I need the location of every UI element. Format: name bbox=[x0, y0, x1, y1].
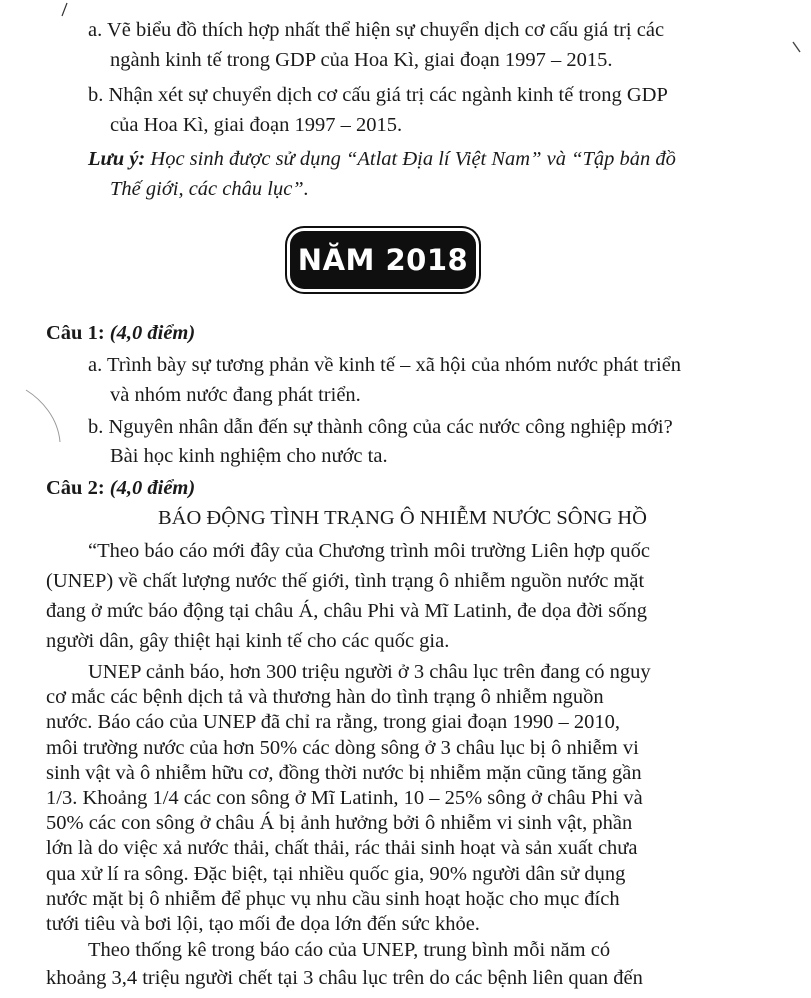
intro-b-line2: của Hoa Kì, giai đoạn 1997 – 2015. bbox=[110, 114, 403, 136]
cau1-label: Câu 1: bbox=[46, 322, 105, 344]
p2-line: nước. Báo cáo của UNEP đã chỉ ra rằng, trong giai đoạn 1990 – 2010, bbox=[46, 711, 620, 734]
cau1-a-line1: a. Trình bày sự tương phản về kinh tế – xã hội của nhóm nước phát triển bbox=[88, 354, 682, 376]
scan-mark-left bbox=[24, 388, 64, 448]
cau1-b-line1: b. Nguyên nhân dẫn đến sự thành công của các nước công nghiệp mới? bbox=[88, 416, 673, 438]
intro-a-line1: a. Vẽ biểu đồ thích hợp nhất thể hiện sự chuyển dịch cơ cấu giá trị các bbox=[88, 19, 665, 41]
year-badge bbox=[290, 231, 476, 289]
note-label: Lưu ý: bbox=[88, 148, 146, 170]
year-badge-text: NĂM 2018 bbox=[297, 243, 469, 277]
p2-line: 1/3. Khoảng 1/4 các con sông ở Mĩ Latinh, 10 – 25% sông ở châu Phi và bbox=[46, 787, 643, 809]
p2-line: UNEP cảnh báo, hơn 300 triệu người ở 3 châu lục trên đang có nguy bbox=[88, 661, 651, 683]
p3-line: Theo thống kê trong báo cáo của UNEP, trung bình mỗi năm có bbox=[88, 939, 611, 961]
p1-line: đang ở mức báo động tại châu Á, châu Phi và Mĩ Latinh, đe dọa đời sống bbox=[46, 600, 647, 622]
cau1-heading bbox=[46, 323, 195, 344]
p2-line: tưới tiêu và bơi lội, tạo mối đe dọa lớn đến sức khỏe. bbox=[46, 913, 480, 935]
p1-line: người dân, gây thiệt hại kinh tế cho các quốc gia. bbox=[46, 630, 450, 652]
cau2-heading bbox=[46, 478, 195, 499]
note-text: Học sinh được sử dụng “Atlat Địa lí Việt Nam” và “Tập bản đồ bbox=[150, 148, 676, 170]
p2-line: môi trường nước của hơn 50% các dòng sông ở 3 châu lục bị ô nhiễm vi bbox=[46, 736, 639, 759]
cau2-article-title: BÁO ĐỘNG TÌNH TRẠNG Ô NHIỄM NƯỚC SÔNG HỒ bbox=[158, 507, 647, 529]
intro-note-line2: Thế giới, các châu lục”. bbox=[110, 178, 309, 200]
scan-mark-top bbox=[58, 2, 70, 18]
cau2-points: (4,0 điểm) bbox=[109, 477, 196, 499]
p2-line: 50% các con sông ở châu Á bị ảnh hưởng bởi ô nhiễm vi sinh vật, phần bbox=[46, 812, 633, 835]
cau1-points: (4,0 điểm) bbox=[109, 322, 196, 344]
intro-b-line1: b. Nhận xét sự chuyển dịch cơ cấu giá trị các ngành kinh tế trong GDP bbox=[88, 84, 668, 106]
p2-line: sinh vật và ô nhiễm hữu cơ, đồng thời nước bị nhiễm mặn cũng tăng gần bbox=[46, 761, 642, 784]
p1-line: (UNEP) về chất lượng nước thế giới, tình trạng ô nhiễm nguồn nước mặt bbox=[46, 570, 645, 592]
intro-note-line1 bbox=[88, 149, 676, 170]
cau1-a-line2: và nhóm nước đang phát triển. bbox=[110, 384, 361, 406]
intro-a-line2: ngành kinh tế trong GDP của Hoa Kì, giai đoạn 1997 – 2015. bbox=[110, 49, 613, 71]
p3-line: khoảng 3,4 triệu người chết tại 3 châu lục trên do các bệnh liên quan đến bbox=[46, 967, 643, 989]
cau2-label: Câu 2: bbox=[46, 477, 105, 499]
p2-line: lớn là do việc xả nước thải, chất thải, rác thải sinh hoạt và sản xuất chưa bbox=[46, 837, 638, 860]
scan-mark-right bbox=[790, 40, 804, 54]
p1-line: “Theo báo cáo mới đây của Chương trình môi trường Liên hợp quốc bbox=[88, 540, 651, 562]
cau1-b-line2: Bài học kinh nghiệm cho nước ta. bbox=[110, 445, 388, 467]
p2-line: cơ mắc các bệnh dịch tả và thương hàn do tình trạng ô nhiễm nguồn bbox=[46, 686, 604, 709]
p2-line: qua xử lí ra sông. Đặc biệt, tại nhiều quốc gia, 90% người dân sử dụng bbox=[46, 862, 626, 885]
p2-line: nước mặt bị ô nhiễm để phục vụ nhu cầu sinh hoạt hoặc cho mục đích bbox=[46, 887, 620, 910]
